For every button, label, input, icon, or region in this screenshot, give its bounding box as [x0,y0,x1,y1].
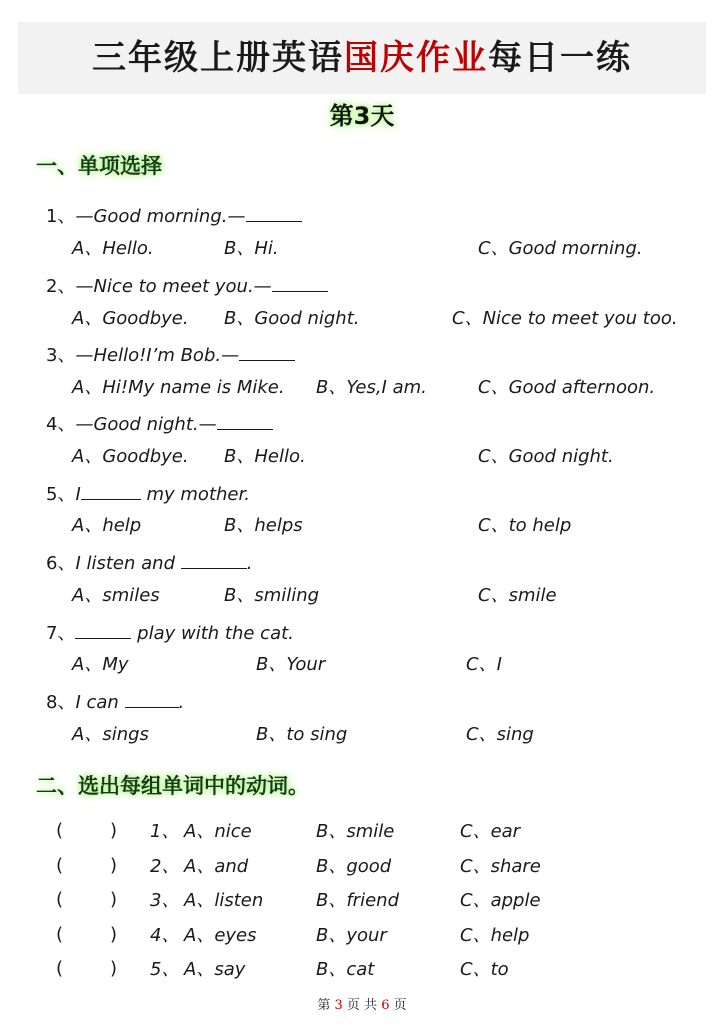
answer-paren-open[interactable]: ( [56,889,64,910]
item-2-option-c: C、share [460,856,541,877]
answer-paren-open[interactable]: ( [56,855,64,876]
item-3-number: 3、 [150,890,180,911]
q3-option-c: C、Good afternoon. [478,377,656,398]
answer-blank[interactable] [239,342,295,361]
q4-option-b: B、Hello. [224,446,306,467]
item-2-number: 2、 [150,856,180,877]
q5-option-a: A、help [72,515,142,536]
item-5-option-b: B、cat [316,959,375,980]
q7-option-c: C、I [466,654,502,675]
q3-option-a: A、Hi!My name is Mike. [72,377,285,398]
q2-option-b: B、Good night. [224,308,360,329]
q6-option-a: A、smiles [72,585,160,606]
question-3: 3、—Hello!I’m Bob.— [46,342,295,367]
item-2-option-a: A、and [184,856,249,877]
answer-blank[interactable] [75,620,131,639]
answer-paren-open[interactable]: ( [56,924,64,945]
answer-paren-close[interactable]: ) [110,889,118,910]
item-3-option-c: C、apple [460,890,541,911]
answer-paren-close[interactable]: ) [110,855,118,876]
q5-option-c: C、to help [478,515,572,536]
question-4: 4、—Good night.— [46,411,273,436]
day-label: 第3天 [329,102,395,130]
total-pages-number: 6 [381,998,390,1013]
q1-option-b: B、Hi. [224,238,279,259]
q2-option-a: A、Goodbye. [72,308,189,329]
question-8: 8、I can . [46,689,184,714]
item-4-option-c: C、help [460,925,530,946]
answer-blank[interactable] [246,203,302,222]
item-5-option-a: A、say [184,959,246,980]
answer-blank[interactable] [181,550,247,569]
answer-blank[interactable] [125,689,179,708]
q1-option-a: A、Hello. [72,238,154,259]
section-1-heading: 一、单项选择 [36,154,162,178]
item-5-number: 5、 [150,959,180,980]
question-2: 2、—Nice to meet you.— [46,273,328,298]
item-1-number: 1、 [150,821,180,842]
answer-paren-close[interactable]: ) [110,820,118,841]
q1-option-c: C、Good morning. [478,238,643,259]
q4-option-c: C、Good night. [478,446,614,467]
item-4-option-b: B、your [316,925,387,946]
item-1-option-a: A、nice [184,821,252,842]
item-2-option-b: B、good [316,856,392,877]
q7-option-b: B、Your [256,654,326,675]
q8-option-c: C、sing [466,724,534,745]
current-page-number: 3 [334,998,343,1013]
answer-blank[interactable] [272,273,328,292]
q3-option-b: B、Yes,I am. [316,377,427,398]
q6-option-b: B、smiling [224,585,320,606]
item-1-option-c: C、ear [460,821,521,842]
page-title: 三年级上册英语国庆作业每日一练 [92,38,632,78]
answer-blank[interactable] [217,411,273,430]
page-footer: 第 3 页 共 6 页 [317,998,407,1013]
question-6: 6、I listen and . [46,550,252,575]
question-5: 5、I my mother. [46,481,250,506]
q6-option-c: C、smile [478,585,557,606]
q7-option-a: A、My [72,654,129,675]
title-highlight: 国庆作业 [344,38,488,78]
q4-option-a: A、Goodbye. [72,446,189,467]
question-7: 7、 play with the cat. [46,620,294,645]
question-1: 1、—Good morning.— [46,203,302,228]
q5-option-b: B、helps [224,515,303,536]
section-2-heading: 二、选出每组单词中的动词。 [36,774,309,798]
item-3-option-a: A、listen [184,890,264,911]
item-4-number: 4、 [150,925,180,946]
answer-paren-open[interactable]: ( [56,820,64,841]
q8-option-b: B、to sing [256,724,348,745]
answer-paren-close[interactable]: ) [110,924,118,945]
answer-paren-open[interactable]: ( [56,958,64,979]
item-1-option-b: B、smile [316,821,395,842]
q2-option-c: C、Nice to meet you too. [452,308,678,329]
item-5-option-c: C、to [460,959,509,980]
item-4-option-a: A、eyes [184,925,257,946]
answer-blank[interactable] [81,481,141,500]
item-3-option-b: B、friend [316,890,399,911]
q8-option-a: A、sings [72,724,149,745]
answer-paren-close[interactable]: ) [110,958,118,979]
